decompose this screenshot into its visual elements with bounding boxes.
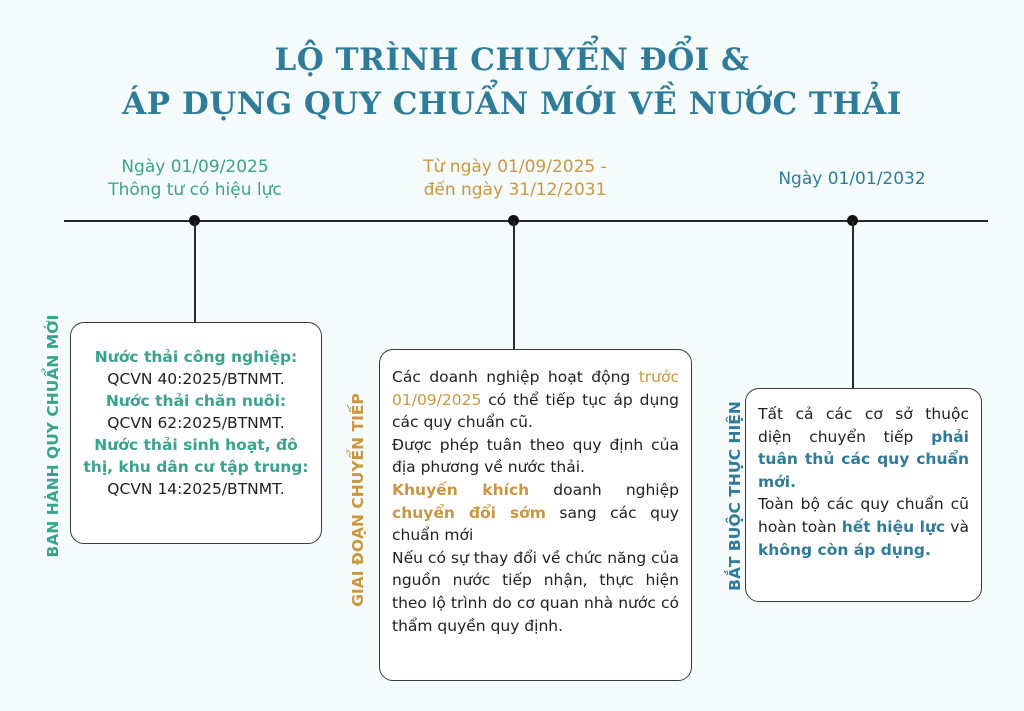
stage-2-paragraph-1: [392, 366, 679, 434]
stage-2-box: [379, 349, 692, 681]
stage-3-p1-highlight: phải tuân thủ các quy chuẩn mới.: [758, 427, 969, 491]
stage-3-paragraph-1: [758, 403, 969, 493]
stage-2-p1-text-a: Các doanh nghiệp hoạt động: [392, 368, 639, 386]
connector-1: [194, 221, 196, 322]
stage-2-p3-text-a: doanh nghiệp: [529, 480, 679, 499]
stage-3-paragraph-2: [758, 493, 969, 561]
stage-2-paragraph-2: Được phép tuân theo quy định của địa phương về nước thải.: [392, 435, 679, 477]
stage-1-item-1-heading: Nước thải công nghiệp:: [94, 348, 298, 366]
connector-3: [852, 221, 854, 388]
stage-2-paragraph-4: Nếu có sự thay đổi về chức năng của nguồn nước tiếp nhận, thực hiện theo lộ trình do cơ quan nhà nước có thẩm quyền quy định.: [392, 548, 679, 635]
stage-3-date-line-1: Ngày 01/01/2032: [778, 169, 926, 189]
stage-3-vertical-label: BẮT BUỘC THỰC HIỆN: [726, 401, 744, 591]
stage-1-date: [80, 156, 310, 202]
stage-2-date-line-1: Từ ngày 01/09/2025 -: [423, 157, 607, 177]
title-line-2: ÁP DỤNG QUY CHUẨN MỚI VỀ NƯỚC THẢI: [122, 86, 902, 122]
stage-2-p1-highlight: trước 01/09/2025: [392, 368, 679, 409]
stage-3-p2-highlight-1: hết hiệu lực: [841, 517, 946, 536]
stage-2-date: [385, 156, 645, 202]
stage-2-p3-highlight-2: chuyển đổi sớm: [392, 503, 546, 522]
stage-2-date-line-2: đến ngày 31/12/2031: [423, 180, 607, 200]
stage-1-date-line-2: Thông tư có hiệu lực: [108, 180, 282, 200]
stage-3-p1-text-a: Tất cả các cơ sở thuộc diện chuyển tiếp: [758, 405, 969, 446]
stage-3-p2-text-b: và: [945, 517, 969, 536]
stage-3-date: [722, 168, 982, 191]
stage-2-paragraph-3: [392, 479, 679, 547]
stage-1-item-2-code: QCVN 62:2025/BTNMT.: [107, 414, 285, 432]
connector-2: [513, 221, 515, 349]
stage-1-item-3-heading: Nước thải sinh hoạt, đô thị, khu dân cư tập trung:: [83, 436, 309, 476]
stage-1-item-1-code: QCVN 40:2025/BTNMT.: [107, 370, 285, 388]
stage-1-box: [70, 322, 322, 544]
stage-1-date-line-1: Ngày 01/09/2025: [121, 157, 269, 177]
stage-1-vertical-label: BAN HÀNH QUY CHUẨN MỚI: [44, 314, 62, 558]
stage-3-p2-text-a: Toàn bộ các quy chuẩn cũ hoàn toàn: [758, 495, 969, 536]
stage-2-p1-text-b: có thể tiếp tục áp dụng các quy chuẩn cũ.: [392, 390, 679, 432]
title-line-1: LỘ TRÌNH CHUYỂN ĐỔI &: [274, 42, 750, 78]
stage-1-item-3-code: QCVN 14:2025/BTNMT.: [107, 480, 285, 498]
stage-3-p2-highlight-2: không còn áp dụng.: [758, 540, 931, 559]
stage-2-vertical-label: GIAI ĐOẠN CHUYỂN TIẾP: [349, 393, 367, 607]
stage-2-p3-highlight-1: Khuyến khích: [392, 480, 530, 499]
stage-2-p3-text-b: sang các quy chuẩn mới: [392, 503, 679, 545]
stage-1-item-2-heading: Nước thải chăn nuôi:: [105, 392, 287, 410]
stage-3-box: [745, 388, 982, 602]
